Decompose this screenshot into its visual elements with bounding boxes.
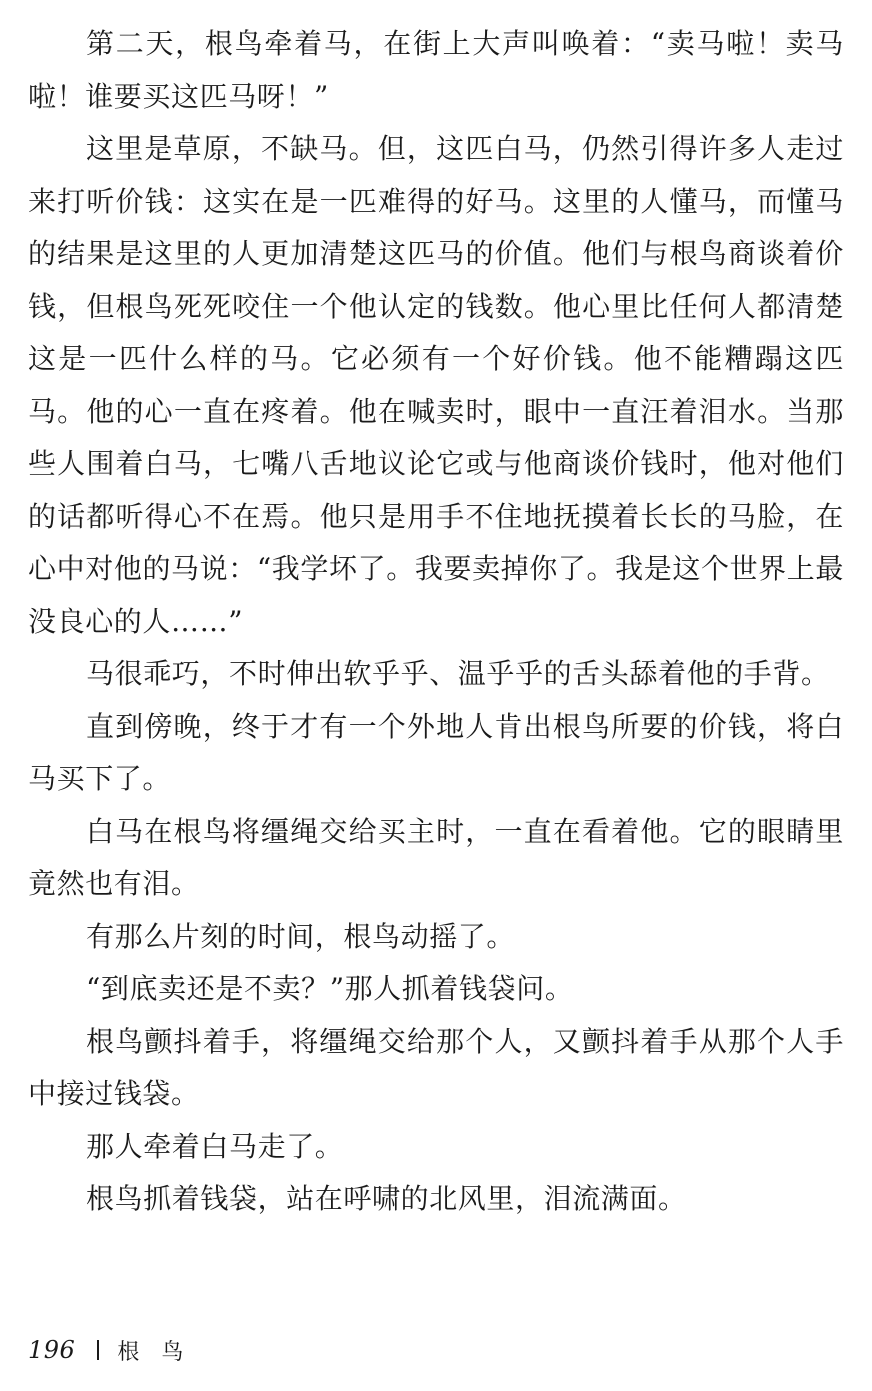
- paragraph: 马很乖巧，不时伸出软乎乎、温乎乎的舌头舔着他的手背。: [86, 657, 830, 690]
- paragraph: 第二天，根鸟牵着马，在街上大声叫唤着：“卖马啦！卖马啦！谁要买这匹马呀！”: [28, 27, 844, 113]
- paragraph: 有那么片刻的时间，根鸟动摇了。: [86, 919, 516, 953]
- page-footer: [28, 1330, 205, 1370]
- body-text: [28, 18, 844, 1226]
- footer-divider: [97, 1340, 99, 1360]
- paragraph: 直到傍晚，终于才有一个外地人肯出根鸟所要的价钱，将白马买下了。: [28, 709, 844, 795]
- paragraph: 这里是草原，不缺马。但，这匹白马，仍然引得许多人走过来打听价钱：这实在是一匹难得的好马。这里的人懂马，而懂马的结果是这里的人更加清楚这匹马的价值。他们与根鸟商谈着价钱，但根鸟死死咬住一个他认定的钱数。他心里比任何人都清楚这是一匹什么样的马。它必须有一个好价钱。他不能糟蹋这匹马。他的心一直在疼着。他在喊卖时，眼中一直汪着泪水。当那些人围着白马，七嘴八舌地议论它或与他商谈价钱时，他对他们的话都听得心不在焉。他只是用手不住地抚摸着长长的马脸，在心中对他的马说：“我学坏了。我要卖掉你了。我是这个世界上最没良心的人……”: [28, 132, 844, 638]
- paragraph: 白马在根鸟将缰绳交给买主时，一直在看着他。它的眼睛里竟然也有泪。: [28, 814, 844, 900]
- running-head: 根鸟: [117, 1339, 206, 1365]
- paragraph: “到底卖还是不卖？”那人抓着钱袋问。: [86, 972, 574, 1005]
- paragraph: 根鸟颤抖着手，将缰绳交给那个人，又颤抖着手从那个人手中接过钱袋。: [28, 1024, 844, 1110]
- page-number: 196: [28, 1336, 76, 1364]
- paragraph: 那人牵着白马走了。: [86, 1129, 344, 1163]
- paragraph: 根鸟抓着钱袋，站在呼啸的北风里，泪流满面。: [86, 1182, 687, 1215]
